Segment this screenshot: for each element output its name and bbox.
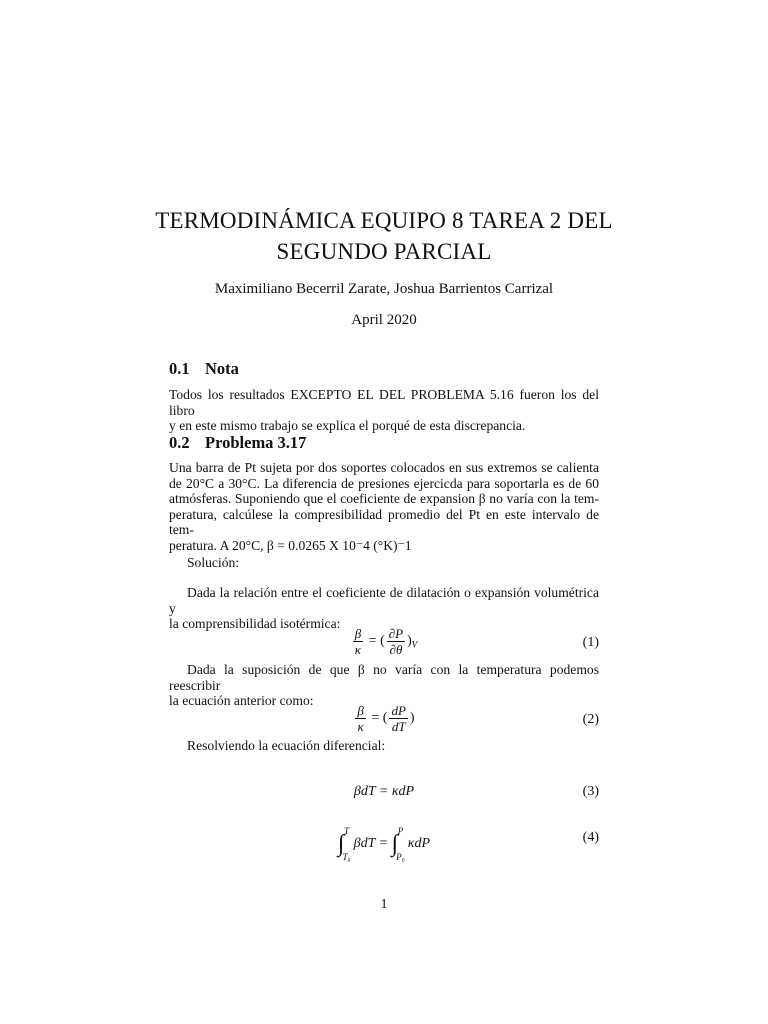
- relation-paragraph: [169, 585, 599, 632]
- eq3-body: βdT = κdP: [353, 784, 415, 799]
- problem-statement: [169, 460, 599, 554]
- solucion-label: Solución:: [187, 555, 240, 570]
- equation-number: (4): [582, 830, 599, 845]
- eq2-lhs-den: κ: [357, 719, 364, 734]
- eq4-upper-1: T: [344, 826, 350, 836]
- equation-number: (1): [582, 635, 599, 650]
- resolviendo-paragraph: Resolviendo la ecuación diferencial:: [187, 738, 386, 753]
- eq4-lower-2: P₀: [396, 852, 405, 862]
- eq1-lhs-den: κ: [354, 642, 362, 657]
- paragraph-line: y en este mismo trabajo se explica el porqué de esta discrepancia.: [169, 418, 526, 434]
- assumption-paragraph: [169, 662, 599, 709]
- eq4-lower-1: T₀: [342, 852, 351, 862]
- eq4-integrand-2: κdP: [407, 836, 431, 852]
- integral-sign: ∫: [337, 830, 345, 857]
- date: April 2020: [351, 312, 417, 328]
- eq1-lhs-num: β: [354, 626, 362, 641]
- paragraph-line: Una barra de Pt sujeta por dos soportes colocados en sus extremos se calienta: [169, 460, 599, 475]
- section-title: Nota: [205, 359, 239, 378]
- equation-number: (2): [582, 712, 599, 727]
- page-number: 1: [380, 896, 388, 911]
- paragraph-line: peratura. A 20°C, β = 0.0265 X 10⁻4 (°K)⁻1: [169, 537, 412, 553]
- paragraph-line: Dada la relación entre el coeficiente de dilatación o expansión volumétrica y: [169, 585, 599, 616]
- eq1-subscript: V: [411, 639, 418, 650]
- section-number: 0.2: [169, 433, 190, 452]
- eq2-equals: =: [371, 710, 380, 726]
- equation-2: $\frac{\beta}{\kappa}$ = ( $\frac{dP}{dT}$ ) (2): [357, 703, 599, 734]
- section-heading-problema: [169, 433, 306, 453]
- equation-number: (3): [582, 784, 599, 799]
- paragraph-line: atmósferas. Suponiendo que el coeficiente de expansion β no varía con la tem-: [169, 491, 599, 507]
- title-line-2: SEGUNDO PARCIAL: [276, 239, 492, 264]
- nota-paragraph: [169, 387, 599, 434]
- eq4-upper-2: P: [397, 826, 404, 836]
- eq2-lhs-num: β: [357, 703, 364, 718]
- eq1-rhs-den: ∂θ: [389, 642, 403, 657]
- equation-1: $\frac{\beta}{\kappa}$ = ( $\frac{\partial P}{\partial\theta}$ )$_V$ (1): [354, 626, 599, 657]
- title-line-1: TERMODINÁMICA EQUIPO 8 TAREA 2 DEL: [155, 208, 613, 233]
- paragraph-line: de 20°C a 30°C. La diferencia de presiones ejercicda para soportarla es de 60: [169, 475, 599, 491]
- eq1-rhs-num: ∂P: [388, 626, 404, 641]
- eq2-rhs-den: dT: [391, 719, 406, 734]
- eq4-integrand-1: βdT =: [353, 836, 389, 852]
- paragraph-line: Dada la suposición de que β no varía con la temperatura podemos reescribir: [169, 662, 599, 693]
- section-number: 0.1: [169, 359, 190, 378]
- eq1-equals: =: [368, 633, 377, 649]
- section-title: Problema 3.17: [205, 433, 307, 452]
- paragraph-line: peratura, calcúlese la compresibilidad promedio del Pt en este intervalo de tem-: [169, 506, 599, 538]
- paragraph-line: Todos los resultados EXCEPTO EL DEL PROBLEMA 5.16 fueron los del libro: [169, 387, 599, 418]
- document-title: [120, 205, 648, 267]
- paragraph-line: la ecuación anterior como:: [169, 693, 314, 709]
- equation-3: [169, 784, 599, 802]
- paragraph-line: la comprensibilidad isotérmica:: [169, 616, 341, 632]
- integral-sign: ∫: [391, 830, 399, 857]
- equation-4: [169, 818, 599, 862]
- eq2-rhs-num: dP: [391, 703, 406, 718]
- authors: Maximiliano Becerril Zarate, Joshua Barrientos Carrizal: [214, 281, 554, 297]
- section-heading-nota: [169, 359, 239, 379]
